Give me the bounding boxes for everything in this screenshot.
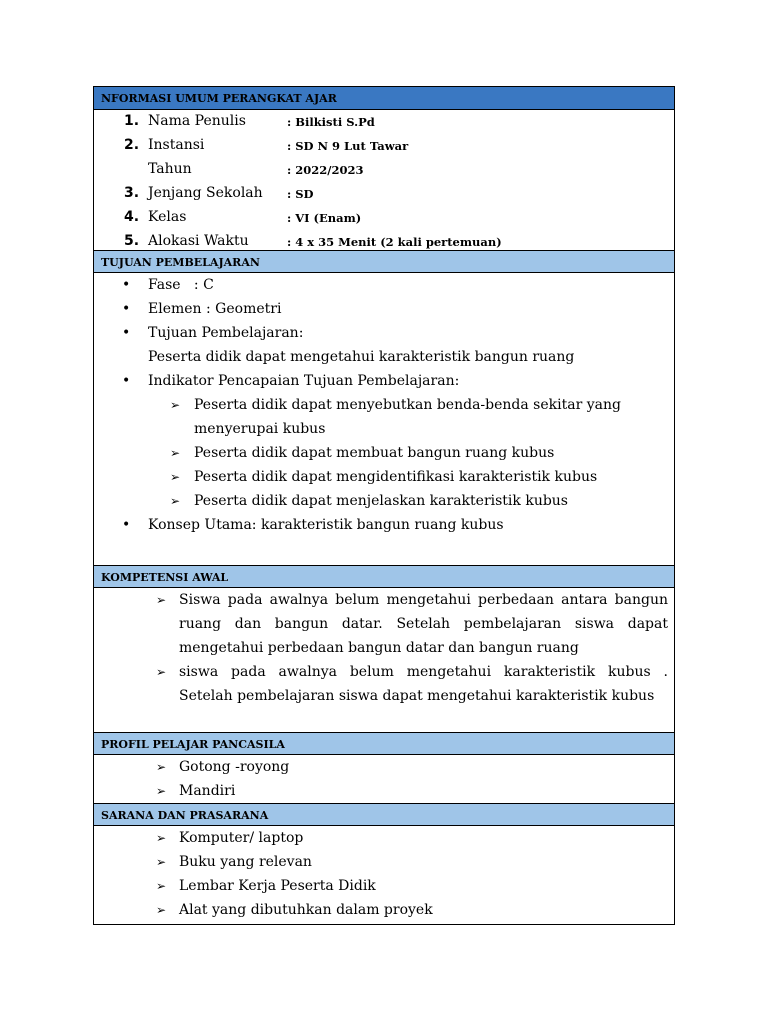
profil-text: Gotong -royong [179,759,290,775]
indikator-label: Indikator Pencapaian Tujuan Pembelajaran: [148,373,460,389]
sarana-text: Komputer/ laptop [179,830,304,846]
arrow-bullet-icon: ➢ [156,665,167,679]
info-row-instansi [94,134,674,158]
info-label: Kelas [148,209,187,225]
arrow-bullet-icon: ➢ [156,593,167,607]
profil-text: Mandiri [179,783,236,799]
info-value: : SD N 9 Lut Tawar [287,139,409,153]
tujuan-label: Tujuan Pembelajaran: [148,325,304,341]
info-value: : 2022/2023 [287,163,364,177]
konsep-text: Konsep Utama: karakteristik bangun ruang kubus [148,517,504,533]
indikator-text: menyerupai kubus [194,421,326,437]
kompetensi-text: mengetahui perbedaan bangun datar dan bangun ruang [179,640,579,656]
section-header-profil-pelajar: PROFIL PELAJAR PANCASILA [94,732,674,755]
bullet-icon: • [122,277,131,293]
arrow-bullet-icon: ➢ [156,760,167,774]
indikator-text: Peserta didik dapat mengidentifikasi karakteristik kubus [194,469,598,485]
list-item-tujuan [94,321,674,345]
info-number: 2. [124,137,140,153]
sarana-content [94,826,674,924]
bullet-icon: • [122,517,131,533]
info-list [94,110,674,250]
info-number: 3. [124,185,140,201]
kompetensi-content [94,588,674,732]
arrow-bullet-icon: ➢ [170,446,181,460]
sarana-text: Lembar Kerja Peserta Didik [179,878,376,894]
arrow-bullet-icon: ➢ [170,470,181,484]
info-label: Nama Penulis [148,113,246,129]
tujuan-text: Peserta didik dapat mengetahui karakteristik bangun ruang [148,349,575,365]
indikator-item-3 [94,465,674,489]
section-header-informasi-umum: NFORMASI UMUM PERANGKAT AJAR [94,87,674,110]
section-header-kompetensi-awal: KOMPETENSI AWAL [94,565,674,588]
tujuan-description [94,345,674,369]
kompetensi-item-1 [94,588,674,660]
sarana-item [94,898,674,922]
arrow-bullet-icon: ➢ [156,903,167,917]
info-number: 1. [124,113,140,129]
arrow-bullet-icon: ➢ [156,831,167,845]
bullet-icon: • [122,325,131,341]
profil-item [94,779,674,803]
info-label: Tahun [148,161,192,177]
indikator-text: Peserta didik dapat membuat bangun ruang kubus [194,445,555,461]
kompetensi-item-2 [94,660,674,708]
indikator-item-2 [94,441,674,465]
lesson-plan-table [93,86,675,925]
arrow-bullet-icon: ➢ [170,398,181,412]
indikator-item-1 [94,393,674,441]
arrow-bullet-icon: ➢ [156,855,167,869]
info-row-alokasi-waktu [94,230,674,250]
info-value: : VI (Enam) [287,211,362,225]
list-item-konsep [94,513,674,537]
fase-text: Fase : C [148,277,214,293]
bullet-icon: • [122,301,131,317]
sarana-text: Alat yang dibutuhkan dalam proyek [179,902,433,918]
info-label: Alokasi Waktu [148,233,249,249]
arrow-bullet-icon: ➢ [156,879,167,893]
kompetensi-text: Setelah pembelajaran siswa dapat mengetahui karakteristik kubus [179,688,655,704]
info-label: Instansi [148,137,205,153]
kompetensi-text: Siswa pada awalnya belum mengetahui perbedaan antara bangun ruang dan bangun datar. Setelah pembelajaran siswa dapat [179,592,668,632]
info-value: : 4 x 35 Menit (2 kali pertemuan) [287,235,502,249]
section-header-tujuan-pembelajaran: TUJUAN PEMBELAJARAN [94,250,674,273]
info-row-jenjang-sekolah [94,182,674,206]
arrow-bullet-icon: ➢ [156,784,167,798]
info-row-nama-penulis [94,110,674,134]
tujuan-content [94,273,674,565]
section-header-sarana-prasarana: SARANA DAN PRASARANA [94,803,674,826]
sarana-item [94,826,674,850]
arrow-bullet-icon: ➢ [170,494,181,508]
list-item-fase [94,273,674,297]
sarana-text: Buku yang relevan [179,854,312,870]
info-label: Jenjang Sekolah [148,185,263,201]
kompetensi-text: siswa pada awalnya belum mengetahui karakteristik kubus . [179,664,668,680]
sarana-item [94,850,674,874]
indikator-text: Peserta didik dapat menjelaskan karakteristik kubus [194,493,568,509]
indikator-text: Peserta didik dapat menyebutkan benda-benda sekitar yang [194,397,621,413]
info-row-tahun [94,158,674,182]
list-item-elemen [94,297,674,321]
bullet-icon: • [122,373,131,389]
list-item-indikator [94,369,674,393]
profil-content [94,755,674,803]
info-number: 4. [124,209,140,225]
info-value: : Bilkisti S.Pd [287,115,375,129]
sarana-item [94,874,674,898]
info-number: 5. [124,233,140,249]
profil-item [94,755,674,779]
info-value: : SD [287,187,314,201]
info-row-kelas [94,206,674,230]
indikator-item-4 [94,489,674,513]
elemen-text: Elemen : Geometri [148,301,282,317]
